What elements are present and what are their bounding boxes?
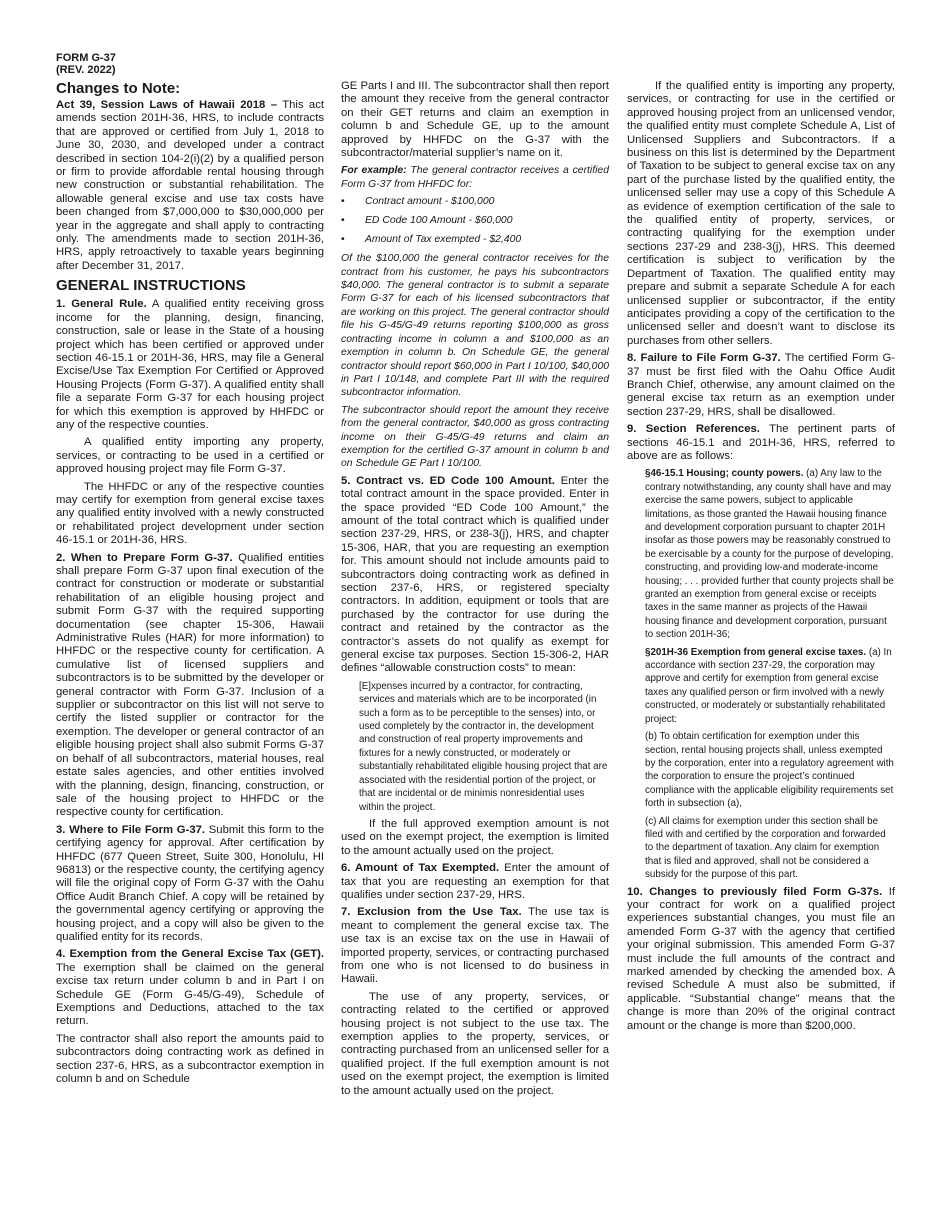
section-1-paragraph-2: A qualified entity importing any property, services, or contracting to be used in a certified or approved housing project may file Form G-37. (56, 436, 324, 476)
list-item: • ED Code 100 Amount - $60,000 (341, 214, 609, 227)
example-paragraph-3: The subcontractor should report the amount they receive from the general contractor, $40,000 as gross contracting income on their G-45/G-49 returns and claim an exemption for the certified G-37 amount in column b and on Schedule GE Part I 10/100. (341, 404, 609, 470)
section-7-paragraph-2: The use of any property, services, or contracting related to the certified or approved housing project is not subject to the use tax. The exemption applies to the property, services, or contracting purchased from an unlicensed seller for a qualified project. If the full exemption amount is not used on the exempt project, the exemption is limited to the amount actually used on the project. (341, 990, 609, 1097)
column-2 (341, 80, 609, 1102)
section-5-paragraph-2: If the full approved exemption amount is not used on the exempt project, the exemption is limited to the amount actually used on the project. (341, 817, 609, 857)
statute-201h-36-b: (b) To obtain certification for exemption under this section, rental housing projects shall, unless exempted by the corporation, enter into a regulatory agreement with the corporation to ensure the project’s continued compliance with the applicable eligibility requirements set forth in subsection (a), (645, 731, 894, 810)
changes-title: Changes to Note: (56, 80, 181, 97)
statute-201h-36-c: (c) All claims for exemption under this section shall be filed with and certified by the corporation and forwarded to the department of taxation. Any claim for exemption that is filed and approved, shall not be considered a subsidy for the purpose of this part. (645, 815, 886, 881)
example-intro: For example: The general contractor receives a certified Form G-37 from HHFDC for: (341, 165, 609, 190)
column-1 (56, 52, 324, 1090)
section-6: 6. Amount of Tax Exempted. Enter the amount of tax that you are requesting an exemption for that qualifies under section 237-29, HRS. (341, 862, 609, 901)
section-7-continued: If the qualified entity is importing any property, services, or contracting for use in the certified or approved housing project from an unlicensed vendor, the qualified entity must complete Schedule A, List of Unlicensed Suppliers and Subcontractors. If a business on this list is determined by the Department of Taxation to be subject to general excise tax on any part of the purchase listed by the qualified entity, the unlicensed seller may use a copy of this Schedule A as evidence of exemption certification of the sale to the qualified entity of property, services, or contracting qualifying for the exemption under sections 237-29 and 238-3(j), HRS. This deemed certification is subject to verification by the Department of Taxation. The qualified entity may prepare and submit a separate Schedule A for each unlicensed supplier or subcontractor, if the entity anticipates providing a copy of the certification to the unlicensed seller and doesn’t want to disclose its purchases from other sellers. (627, 80, 895, 347)
allowable-costs-quote: [E]xpenses incurred by a contractor, for contracting, services and materials which are to be incorporated (in such a form as to be perceptible to the senses) into, or used completely by the contractor in, the development and construction of real property improvements and fixtures for a newly constructed, or moderately or substantially rehabilitated eligible housing project that are associated with the residential portion of the project, or that are incidental or de minimis nonresidential uses within the project. (359, 680, 608, 813)
section-7: 7. Exclusion from the Use Tax. The use tax is meant to complement the general excise tax. The use tax is an excise tax on the use in Hawaii of imported property, services, or contracting purchased from one who is not licensed to do business in Hawaii. (341, 906, 610, 986)
column-3 (627, 80, 895, 1037)
section-1: 1. General Rule. A qualified entity receiving gross income for the planning, design, financing, construction, sale or lease in the State of a housing project which has been certified or approved under section 46-15.1 or 201H-36, HRS, may file a General Excise/Use Tax Exemption For Certified or Approved Housing Projects (Form G-37). A qualified entity shall file a separate Form G-37 for each housing project for which this exemption is approved by HHFDC or any of the respective counties. (56, 298, 324, 431)
general-instructions-title: GENERAL INSTRUCTIONS (56, 277, 246, 295)
section-8: 8. Failure to File Form G-37. The certified Form G-37 must be first filed with the Oahu Office Audit Branch Chief, otherwise, any amount claimed on the general excise tax return as an exemption under section 237-29, HRS, shall be disallowed. (627, 352, 896, 418)
list-item: • Amount of Tax exempted - $2,400 (341, 233, 609, 246)
example-paragraph-2: Of the $100,000 the general contractor receives for the contract from his customer, he pays his subcontractors $40,000. The general contractor is to submit a separate Form G-37 for each of his licensed subcontractors that are working on this project. The general contractor should file his G-45/G-49 returns reporting $100,000 as gross contracting income in column a and $100,000 as an exemption in column b. On Schedule GE, the general contractor should report $60,000 in Part I 10/100, $40,000 in Part I 10/148, and complete Part III with the required subcontractor information. (341, 253, 609, 399)
section-1-paragraph-3: The HHFDC or any of the respective counties may certify for exemption from general excise taxes any qualified entity involved with a newly constructed or rehabilitated project development under section 46-15.1 or 201H-36, HRS. (56, 480, 324, 547)
form-number: FORM G-37 (56, 52, 116, 64)
section-10: 10. Changes to previously filed Form G-37s. If your contract for work on a qualified project experiences substantial changes, you must file an amended Form G-37 with the agency that certified your original submission. This amended Form G-37 must include the full amounts of the contract and marked amended by checking the amended box. A revised Schedule A must also be submitted, if applicable. “Substantial change” means that the change is more than 20% of the original contract amount or the change is more than $200,000. (627, 885, 895, 1032)
act-39-paragraph: Act 39, Session Laws of Hawaii 2018 – This act amends section 201H-36, HRS, to include contracts that are approved or certified from July 1, 2018 to June 30, 2030, and developed under a contract described in section 104-2(i)(2) by a qualified person or firm to provide affordable rental housing through new construction or substantial rehabilitation. The allowable general excise and use tax costs have been changed from $7,000,000 to $30,000,000 per year in the aggregate and shall apply to contracting only. The amendments made to section 201H-36, HRS, apply retroactively to taxable years beginning after December 31, 2017. (56, 99, 324, 272)
example-list (341, 195, 609, 246)
section-9: 9. Section References. The pertinent parts of sections 46-15.1 and 201H-36, HRS, referred to above are as follows: (627, 423, 895, 462)
section-4-continued: GE Parts I and III. The subcontractor shall then report the amount they receive from the general contractor on their GET returns and claim an exemption in column b and Schedule GE, up to the amount approved by HHFDC on the G-37 with the subcontractor/material supplier’s name on it. (341, 80, 609, 160)
statute-46-15-1: §46-15.1 Housing; county powers. (a) Any law to the contrary notwithstanding, any county shall have and may exercise the same powers, subject to applicable limitations, as those granted the Hawaii housing finance and development corporation pursuant to chapter 201H insofar as those powers may be reasonably construed to be exercisable by a county for the purpose of developing, constructing, and providing low-and moderate-income housing; . . . provided further that county projects shall be granted an exemption from general excise or receipts taxes in the same manner as projects of the Hawaii housing finance and development corporation, pursuant to section 201H-36; (645, 468, 894, 641)
list-item: • Contract amount - $100,000 (341, 195, 609, 208)
section-5: 5. Contract vs. ED Code 100 Amount. Enter the total contract amount in the space provided. Enter in the space provided “ED Code 100 Amount,” the amount of the total contract which is qualified under section 237-29, HRS, or 238-3(j), HRS, and chapter 15-306, HAR, that you are requesting an exemption for. This amount should not include amounts paid to subcontractors doing contracting work as defined in section 237-6, HRS, or registered specialty contractors. In addition, equipment or tools that are purchased by the contractor for use during the contract and retained by the contractor as the contractor’s assets do not qualify as exempt for general excise tax purposes. Section 15-306-2, HAR defines “allowable construction costs” to mean: (341, 474, 609, 675)
section-3: 3. Where to File Form G-37. Submit this form to the certifying agency for approval. After certification by HHFDC (677 Queen Street, Suite 300, Honolulu, HI 96813) or the respective county, the certifying agency will file the original copy of Form G-37 with the Oahu Office Audit Branch Chief. A copy will be retained by the governmental agency certifying or approving the housing project, and a copy will also be given to the qualified entity for its records. (56, 823, 325, 943)
act-39-heading: Act 39, Session Laws of Hawaii 2018 – (56, 99, 278, 111)
statute-201h-36-a: §201H-36 Exemption from general excise taxes. (a) In accordance with section 237-29, the corporation may approve and certify for exemption from general excise taxes any qualified person or firm involved with a newly constructed, or moderately or substantially rehabilitated project: (645, 646, 892, 725)
section-4-paragraph-2: The contractor shall also report the amounts paid to subcontractors doing contracting work as defined in section 237-6, HRS, as a subcontractor exemption in column b and on Schedule (56, 1032, 324, 1086)
section-2: 2. When to Prepare Form G-37. Qualified entities shall prepare Form G-37 upon final execution of the contract for construction or moderate or substantial rehabilitation of an eligible housing project and submit Form G-37 with the required supporting documentation (see chapter 15-306, Hawaii Administrative Rules (HAR) for more information) to HHFDC or the respective county for certification. A cumulative list of licensed suppliers and subcontractors is to be submitted by the developer or general contractor with Form G-37. Inclusion of a supplier or subcontractor on this list will not serve to certify the listed supplier or contractor for the exemption. The developer or general contractor of an eligible housing project shall also submit Forms G-37 on behalf of all subcontractors, material houses, real estate sales agencies, and other entities involved with the planning, design, financing, construction, or sale of the housing project to HHFDC or the respective county for certification. (56, 551, 324, 819)
section-4: 4. Exemption from the General Excise Tax (GET). The exemption shall be claimed on the general excise tax return under column b and in Part I on Schedule GE (Form G-45/G-49), Schedule of Exemptions and Deductions, attached to the tax return. (56, 948, 324, 1028)
form-revision: (REV. 2022) (56, 64, 116, 76)
